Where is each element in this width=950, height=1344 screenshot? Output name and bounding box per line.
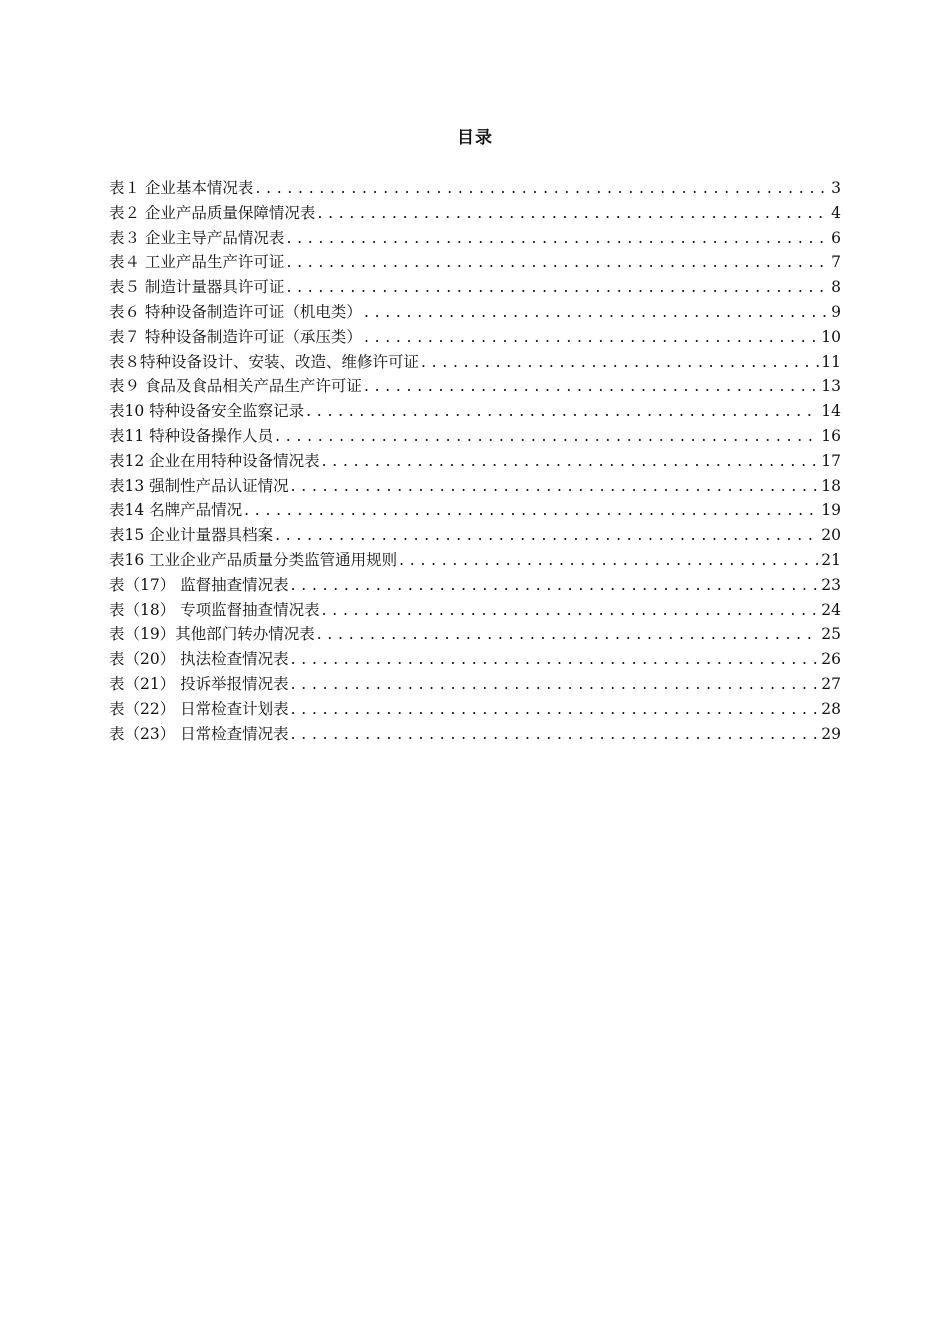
toc-entry[interactable] xyxy=(109,548,841,573)
toc-entry-page: 9 xyxy=(831,302,841,321)
toc-entry[interactable] xyxy=(109,374,841,399)
toc-entry[interactable] xyxy=(109,598,841,623)
toc-entry-label: 表５ 制造计量器具许可证 xyxy=(109,278,285,297)
toc-entry-label: 表（18） 专项监督抽查情况表 xyxy=(109,600,320,619)
toc-entry[interactable] xyxy=(109,325,841,350)
toc-entry-page: 21 xyxy=(821,550,841,569)
toc-dot-leader xyxy=(322,598,820,623)
toc-dot-leader xyxy=(275,523,819,548)
toc-entry-label: 表９ 食品及食品相关产品生产许可证 xyxy=(109,377,362,396)
toc-entry-label: 表４ 工业产品生产许可证 xyxy=(109,253,285,272)
toc-entry-label: 表16 工业企业产品质量分类监管通用规则 xyxy=(109,550,398,569)
toc-entry-page: 11 xyxy=(821,352,841,371)
toc-list xyxy=(109,176,841,746)
toc-entry-page: 18 xyxy=(821,476,841,495)
toc-dot-leader xyxy=(291,647,820,672)
toc-entry-page: 8 xyxy=(831,278,841,297)
toc-entry-label: 表15 企业计量器具档案 xyxy=(109,526,274,545)
toc-entry-label: 表13 强制性产品认证情况 xyxy=(109,476,289,495)
toc-dot-leader xyxy=(291,474,820,499)
toc-entry-label: 表（19）其他部门转办情况表 xyxy=(109,625,315,644)
toc-dot-leader xyxy=(291,697,820,722)
toc-entry-label: 表10 特种设备安全监察记录 xyxy=(109,402,305,421)
toc-entry-page: 23 xyxy=(821,575,841,594)
toc-dot-leader xyxy=(286,275,829,300)
toc-entry[interactable] xyxy=(109,176,841,201)
toc-entry[interactable] xyxy=(109,300,841,325)
toc-entry-page: 6 xyxy=(831,228,841,247)
toc-entry-page: 25 xyxy=(821,625,841,644)
toc-entry-page: 4 xyxy=(831,203,841,222)
toc-entry[interactable] xyxy=(109,672,841,697)
toc-entry-label: 表（21） 投诉举报情况表 xyxy=(109,674,289,693)
toc-entry-label: 表７ 特种设备制造许可证（承压类） xyxy=(109,327,362,346)
toc-entry[interactable] xyxy=(109,449,841,474)
toc-entry-label: 表８特种设备设计、安装、改造、维修许可证 xyxy=(109,352,420,371)
toc-dot-leader xyxy=(286,250,829,275)
toc-entry[interactable] xyxy=(109,647,841,672)
toc-entry[interactable] xyxy=(109,275,841,300)
toc-dot-leader xyxy=(317,201,829,226)
toc-entry-page: 10 xyxy=(821,327,841,346)
toc-entry[interactable] xyxy=(109,226,841,251)
toc-entry-page: 13 xyxy=(821,377,841,396)
toc-entry-page: 7 xyxy=(831,253,841,272)
toc-dot-leader xyxy=(291,672,820,697)
toc-entry[interactable] xyxy=(109,474,841,499)
toc-dot-leader xyxy=(364,374,819,399)
toc-dot-leader xyxy=(286,226,829,251)
toc-dot-leader xyxy=(306,399,819,424)
toc-entry-page: 17 xyxy=(821,451,841,470)
toc-entry[interactable] xyxy=(109,399,841,424)
toc-entry-page: 26 xyxy=(821,650,841,669)
toc-entry-page: 16 xyxy=(821,426,841,445)
toc-entry[interactable] xyxy=(109,622,841,647)
toc-entry[interactable] xyxy=(109,722,841,747)
toc-dot-leader xyxy=(364,325,819,350)
toc-entry-label: 表２ 企业产品质量保障情况表 xyxy=(109,203,316,222)
toc-dot-leader xyxy=(421,350,819,375)
toc-dot-leader xyxy=(275,424,819,449)
toc-entry-page: 3 xyxy=(831,179,841,197)
toc-dot-leader xyxy=(291,722,820,747)
toc-entry[interactable] xyxy=(109,350,841,375)
toc-entry-label: 表14 名牌产品情况 xyxy=(109,501,243,520)
toc-entry-label: 表（22） 日常检查计划表 xyxy=(109,699,289,718)
toc-entry-label: 表１ 企业基本情况表 xyxy=(109,179,254,197)
toc-entry-label: 表12 企业在用特种设备情况表 xyxy=(109,451,320,470)
toc-entry[interactable] xyxy=(109,573,841,598)
toc-entry-label: 表３ 企业主导产品情况表 xyxy=(109,228,285,247)
toc-dot-leader xyxy=(364,300,829,325)
toc-entry-page: 28 xyxy=(821,699,841,718)
toc-entry[interactable] xyxy=(109,697,841,722)
toc-dot-leader xyxy=(291,573,820,598)
toc-dot-leader xyxy=(317,622,820,647)
toc-entry-label: 表６ 特种设备制造许可证（机电类） xyxy=(109,302,362,321)
toc-entry[interactable] xyxy=(109,250,841,275)
toc-entry[interactable] xyxy=(109,201,841,226)
toc-entry-label: 表11 特种设备操作人员 xyxy=(109,426,274,445)
toc-dot-leader xyxy=(244,498,819,523)
toc-dot-leader xyxy=(255,176,829,201)
toc-title: 目录 xyxy=(457,128,493,148)
toc-entry-page: 27 xyxy=(821,674,841,693)
toc-entry[interactable] xyxy=(109,523,841,548)
toc-entry-page: 14 xyxy=(821,402,841,421)
toc-dot-leader xyxy=(399,548,819,573)
toc-entry-page: 20 xyxy=(821,526,841,545)
toc-entry-label: 表（20） 执法检查情况表 xyxy=(109,650,289,669)
toc-entry-page: 19 xyxy=(821,501,841,520)
toc-entry-page: 24 xyxy=(821,600,841,619)
toc-entry[interactable] xyxy=(109,424,841,449)
toc-dot-leader xyxy=(322,449,820,474)
toc-entry-label: 表（23） 日常检查情况表 xyxy=(109,724,289,743)
toc-entry[interactable] xyxy=(109,498,841,523)
toc-entry-label: 表（17） 监督抽查情况表 xyxy=(109,575,289,594)
toc-entry-page: 29 xyxy=(821,724,841,743)
